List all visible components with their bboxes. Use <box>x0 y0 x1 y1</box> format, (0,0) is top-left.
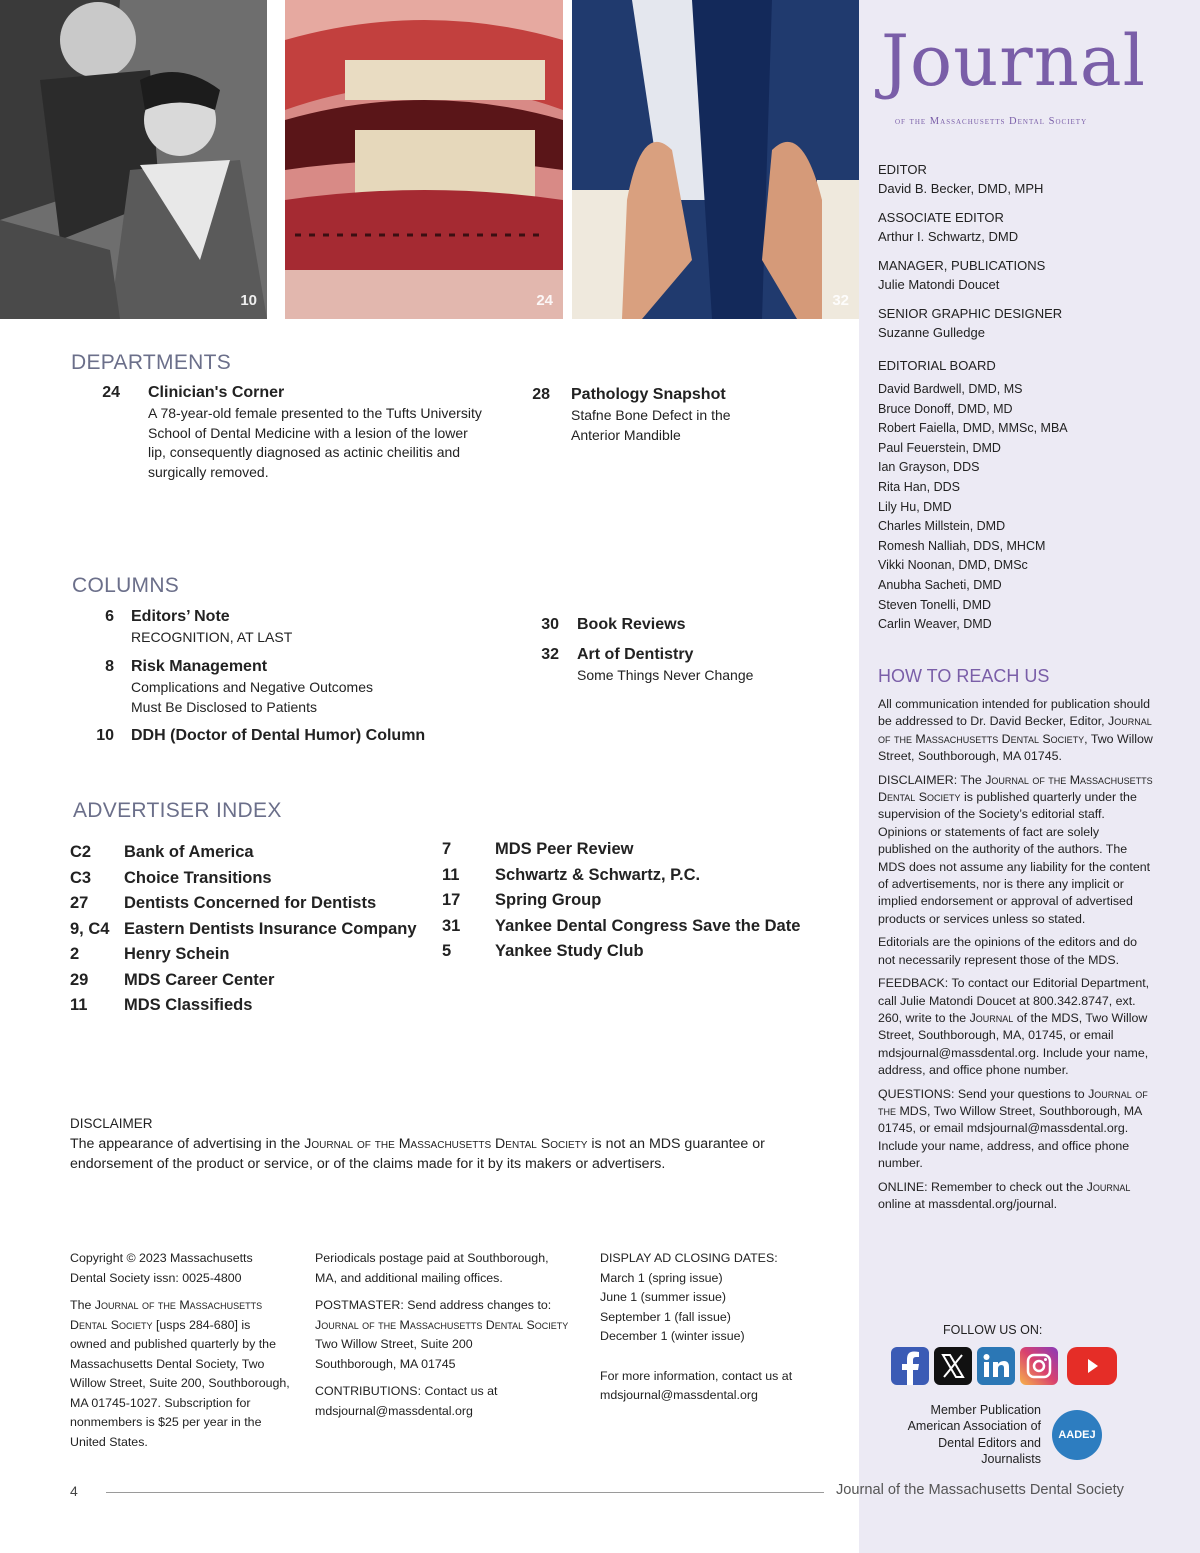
board-member: Charles Millstein, DMD <box>878 519 1006 534</box>
advertiser-name[interactable]: Choice Transitions <box>124 868 272 887</box>
advertiser-name[interactable]: Eastern Dentists Insurance Company <box>124 919 417 938</box>
cover-photo-hands[interactable] <box>572 0 859 319</box>
advertiser-name[interactable]: Yankee Dental Congress Save the Date <box>495 916 801 935</box>
ad-closing-date: June 1 (summer issue) <box>600 1290 727 1304</box>
reach-address: All communication intended for publication should be addressed to Dr. David Becker, Editor, Journal of the Massachusetts Dental Society, Two Willow Street, Southborough, MA 01745. <box>878 697 1153 764</box>
youtube-icon[interactable] <box>1067 1347 1117 1385</box>
reach-feedback: FEEDBACK: To contact our Editorial Department, call Julie Matondi Doucet at 800.342.8747, ext. 260, write to the Journal of the MDS, Two Willow Street, Southborough, MA, 01745, or email mdsjournal@massdental.org. Include your name, address, and office phone number. <box>878 976 1150 1078</box>
column-description: Some Things Never Change <box>577 667 754 683</box>
linkedin-icon[interactable] <box>977 1347 1015 1385</box>
photo-page-number: 32 <box>832 292 849 309</box>
item-page-number: 6 <box>105 608 114 625</box>
staff-role: MANAGER, PUBLICATIONS <box>878 258 1046 273</box>
column-title[interactable]: Editors’ Note <box>131 608 230 625</box>
column-description: Complications and Negative Outcomes Must Be Disclosed to Patients <box>131 679 374 715</box>
advertiser-page: 17 <box>442 891 461 909</box>
ad-closing-heading: DISPLAY AD CLOSING DATES: <box>600 1251 778 1265</box>
advertiser-page: 11 <box>70 996 88 1014</box>
advertiser-page: 9, C4 <box>70 919 110 938</box>
reach-editorials: Editorials are the opinions of the editors and do not necessarily represent those of the MDS. <box>878 935 1137 967</box>
disclaimer-text: The appearance of advertising in the Journal of the Massachusetts Dental Society is not an MDS guarantee or endorsement of the product or service, or of the claims made for it by its makers or advertisers. <box>70 1136 765 1172</box>
contributions-text: CONTRIBUTIONS: Contact us at mdsjournal@massdental.org <box>315 1384 498 1418</box>
staff-role: EDITOR <box>878 162 927 177</box>
journal-logo: Journal <box>881 20 1146 102</box>
reach-online: ONLINE: Remember to check out the Journal online at massdental.org/journal. <box>878 1179 1131 1211</box>
advertiser-page: 27 <box>70 894 89 912</box>
column-title[interactable]: Book Reviews <box>577 616 686 633</box>
departments-heading: DEPARTMENTS <box>71 351 232 374</box>
board-member: Romesh Nalliah, DDS, MHCM <box>878 538 1046 553</box>
reach-questions: QUESTIONS: Send your questions to Journal of the MDS, Two Willow Street, Southborough, MA 01745, or email mdsjournal@massdental.org. Include your name, address, and office phone number. <box>878 1086 1148 1171</box>
board-member: Bruce Donoff, DMD, MD <box>878 401 1013 416</box>
advertiser-pages-right <box>442 837 460 965</box>
advertiser-name[interactable]: Spring Group <box>495 891 602 909</box>
facebook-icon[interactable] <box>891 1347 929 1385</box>
running-footer-title: Journal of the Massachusetts Dental Society <box>836 1482 1124 1498</box>
advertiser-page: 5 <box>442 942 452 960</box>
how-to-reach-heading: HOW TO REACH US <box>878 666 1050 686</box>
board-member: Lily Hu, DMD <box>878 499 952 514</box>
postage-text: Periodicals postage paid at Southborough, MA, and additional mailing offices. <box>315 1251 549 1285</box>
board-member: Vikki Noonan, DMD, DMSc <box>878 558 1028 573</box>
staff-name: Suzanne Gulledge <box>878 325 985 340</box>
footer-divider <box>106 1492 824 1493</box>
advertiser-name[interactable]: MDS Classifieds <box>124 996 253 1014</box>
advertiser-page: C2 <box>70 843 92 861</box>
reach-disclaimer: DISCLAIMER: The Journal of the Massachusetts Dental Society is published quarterly under the supervision of the Society’s editorial staff. Opinions or statements of fact are solely published on the authority of the authors. The MDS does not assume any liability for the content of advertisements, nor is there any implicit or implied endorsement or approval of advertised products or services unless so stated. <box>878 772 1153 926</box>
more-info-text: For more information, contact us at mdsjournal@massdental.org <box>600 1368 793 1402</box>
board-member: Paul Feuerstein, DMD <box>878 440 1001 455</box>
board-member: Anubha Sacheti, DMD <box>878 577 1002 592</box>
disclaimer-heading: DISCLAIMER <box>70 1116 153 1131</box>
postmaster-text: POSTMASTER: Send address changes to: Journal of the Massachusetts Dental Society Two Willow Street, Suite 200 Southborough, MA 01745 <box>315 1298 569 1371</box>
advertiser-name[interactable]: Henry Schein <box>124 945 230 963</box>
ad-closing-date: September 1 (fall issue) <box>600 1309 731 1324</box>
advertiser-index-heading: ADVERTISER INDEX <box>73 799 282 822</box>
staff-name: Julie Matondi Doucet <box>878 277 1000 292</box>
advertiser-name[interactable]: Dentists Concerned for Dentists <box>124 894 377 912</box>
staff-name: Arthur I. Schwartz, DMD <box>878 229 1019 244</box>
staff-role: SENIOR GRAPHIC DESIGNER <box>878 306 1063 321</box>
item-page-number: 10 <box>96 727 114 744</box>
column-title[interactable]: Risk Management <box>131 658 268 675</box>
advertiser-name[interactable]: Bank of America <box>124 843 254 861</box>
board-member: Carlin Weaver, DMD <box>878 617 992 632</box>
advertiser-pages-left <box>70 840 109 1019</box>
column-description: RECOGNITION, AT LAST <box>131 629 293 645</box>
ownership-text: The Journal of the Massachusetts Dental Society [usps 284-680] is owned and published quarterly by the Massachusetts Dental Society, Two Willow Street, Suite 200, Southborough, MA 01745-1027. Subscription for nonmembers is $25 per year in the United States. <box>70 1298 290 1449</box>
masthead-sidebar <box>859 0 1200 1553</box>
column-title[interactable]: Art of Dentistry <box>577 646 694 663</box>
how-to-reach-text <box>878 696 1153 1219</box>
footer-copyright-column <box>70 1249 290 1460</box>
copyright-text: Copyright © 2023 Massachusetts Dental Society issn: 0025-4800 <box>70 1251 253 1285</box>
item-page-number: 30 <box>541 616 559 633</box>
board-member: Robert Faiella, DMD, MMSc, MBA <box>878 421 1068 436</box>
journal-logo-subtitle: of the Massachusetts Dental Society <box>895 116 1088 127</box>
advertiser-name[interactable]: Schwartz & Schwartz, P.C. <box>495 865 701 884</box>
advertiser-page: 31 <box>442 916 461 935</box>
item-page-number: 28 <box>532 386 550 403</box>
advertiser-names-right <box>495 837 800 965</box>
x-icon[interactable] <box>934 1347 972 1385</box>
photo-page-number: 24 <box>536 292 553 309</box>
advertiser-page: 29 <box>70 970 89 989</box>
ad-closing-date: March 1 (spring issue) <box>600 1270 723 1285</box>
board-member: Steven Tonelli, DMD <box>878 597 992 612</box>
item-page-number: 32 <box>541 646 559 663</box>
follow-us-label: FOLLOW US ON: <box>943 1323 1043 1337</box>
advertiser-name[interactable]: MDS Career Center <box>124 970 275 989</box>
board-member: David Bardwell, DMD, MS <box>878 382 1023 396</box>
department-description: Stafne Bone Defect in the Anterior Mandible <box>571 407 731 443</box>
aadej-logo: AADEJ <box>1052 1410 1102 1460</box>
department-title[interactable]: Clinician's Corner <box>148 384 285 401</box>
advertiser-name[interactable]: MDS Peer Review <box>495 840 634 858</box>
page-number: 4 <box>70 1483 78 1499</box>
cover-photo-vintage[interactable] <box>0 0 267 319</box>
editorial-board-heading: EDITORIAL BOARD <box>878 358 996 373</box>
department-title[interactable]: Pathology Snapshot <box>571 386 726 403</box>
advertiser-name[interactable]: Yankee Study Club <box>495 942 644 960</box>
board-member: Ian Grayson, DDS <box>878 460 980 475</box>
advertiser-page: 7 <box>442 840 452 858</box>
advertiser-page: C3 <box>70 868 92 887</box>
ad-closing-date: December 1 (winter issue) <box>600 1329 745 1343</box>
footer-ad-dates-column <box>600 1249 830 1406</box>
editorial-board-list <box>878 380 1068 635</box>
staff-name: David B. Becker, DMD, MPH <box>878 181 1044 196</box>
advertiser-page: 11 <box>442 865 460 884</box>
department-description: A 78-year-old female presented to the Tufts University School of Dental Medicine with a lesion of the lower lip, consequently diagnosed as actinic cheilitis and surgically removed. <box>148 405 482 480</box>
advertiser-page: 2 <box>70 945 80 963</box>
staff-role: ASSOCIATE EDITOR <box>878 210 1004 225</box>
instagram-icon[interactable] <box>1020 1347 1058 1385</box>
item-page-number: 24 <box>102 384 120 401</box>
item-page-number: 8 <box>105 658 114 675</box>
column-title[interactable]: DDH (Doctor of Dental Humor) Column <box>131 727 426 744</box>
footer-postage-column <box>315 1249 570 1429</box>
member-publication-text: Member Publication American Association of Dental Editors and Journalists <box>907 1403 1041 1466</box>
cover-photo-lip[interactable] <box>285 0 563 319</box>
board-member: Rita Han, DDS <box>878 479 960 494</box>
advertiser-names-left <box>124 840 417 1019</box>
photo-page-number: 10 <box>240 292 257 309</box>
columns-heading: COLUMNS <box>72 574 180 597</box>
